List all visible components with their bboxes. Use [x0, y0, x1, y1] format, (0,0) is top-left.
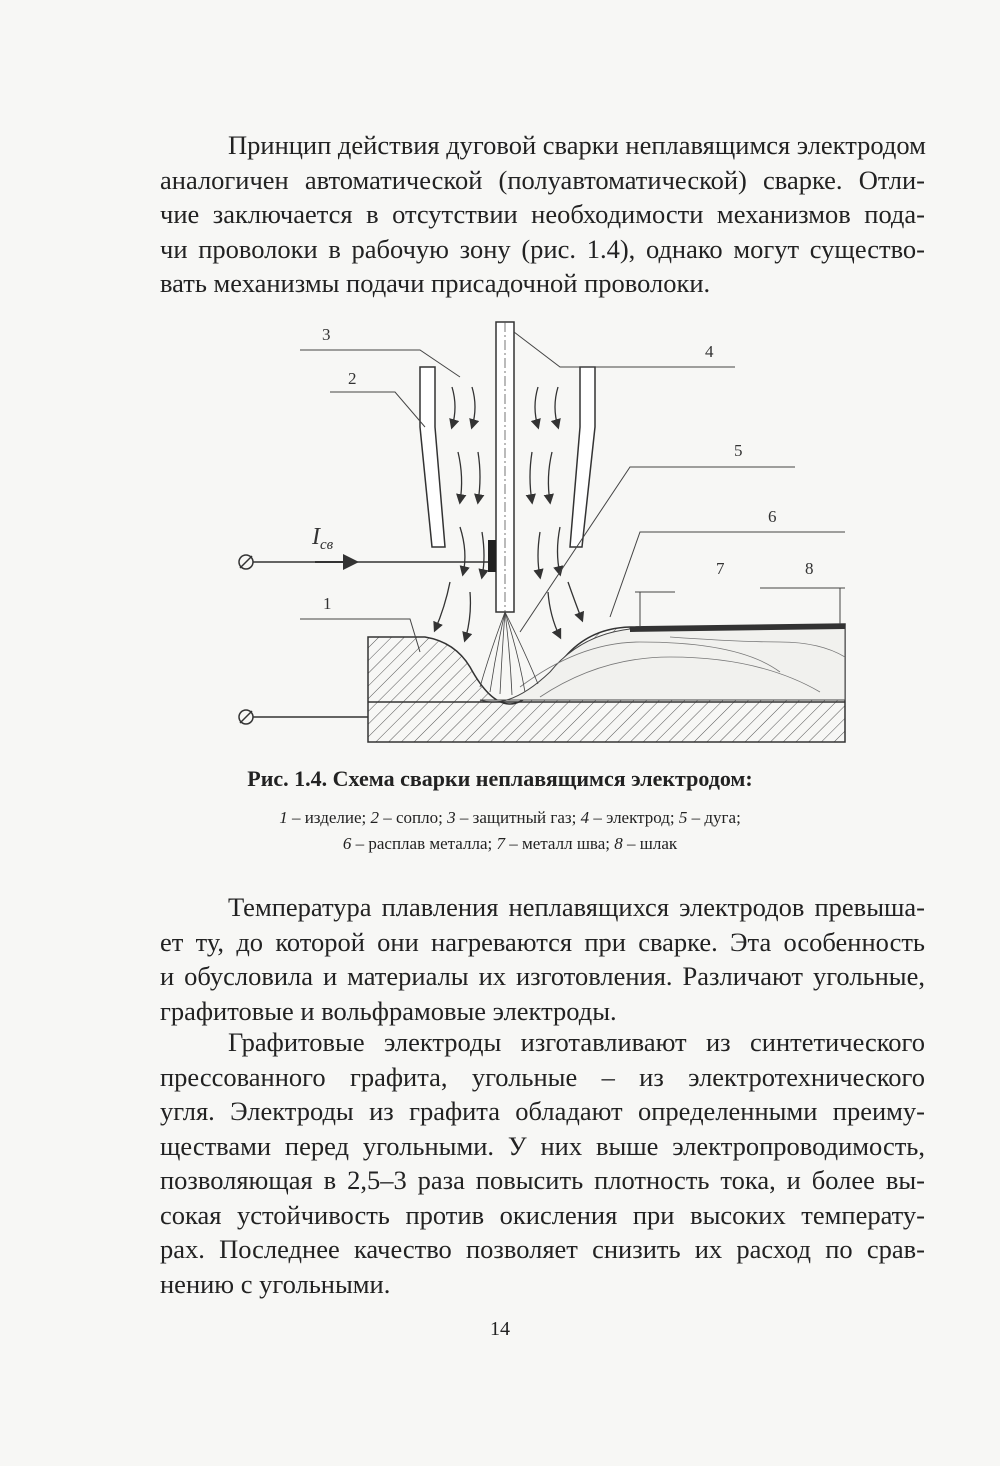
legend-num: 6 — [342, 834, 352, 853]
label-4: 4 — [705, 342, 714, 361]
legend-num: 4 — [580, 808, 590, 827]
legend-num: 8 — [614, 834, 623, 853]
text-line: Температура плавления неплавящихся электродов превыша- — [228, 892, 925, 922]
legend-num: 1 — [279, 808, 288, 827]
label-5: 5 — [734, 441, 743, 460]
label-8: 8 — [805, 559, 814, 578]
text-line: и обусловила и материалы их изготовления. Различают угольные, — [160, 961, 925, 991]
arc — [480, 612, 538, 695]
text-line: Принцип действия дуговой сварки неплавящимся электродом — [228, 130, 926, 160]
text-line: ет ту, до которой они нагреваются при сварке. Эта особенность — [160, 926, 925, 957]
legend-text: – электрод; — [589, 808, 679, 827]
figure-caption-legend — [160, 805, 860, 857]
paragraph-intro — [160, 128, 925, 301]
text-line: аналогичен автоматической (полуавтоматической) сварке. Отли- — [160, 164, 925, 195]
legend-text: – защитный газ; — [455, 808, 581, 827]
legend-num: 5 — [678, 808, 688, 827]
weld-metal — [480, 626, 845, 702]
welding-diagram — [220, 312, 870, 757]
paragraph-graphite-electrodes — [160, 1025, 925, 1301]
label-1: 1 — [323, 594, 332, 613]
text-line: угля. Электроды из графита обладают определенными преиму- — [160, 1096, 925, 1126]
legend-num: 3 — [447, 808, 456, 827]
text-line: позволяющая в 2,5–3 раза повысить плотность тока, и более вы- — [160, 1165, 925, 1195]
nozzle-left-wall — [420, 367, 445, 547]
text-line: графитовые и вольфрамовые электроды. — [160, 995, 617, 1026]
contact-clamp — [488, 540, 496, 572]
label-6: 6 — [768, 507, 777, 526]
label-7: 7 — [716, 559, 725, 578]
text-line: чие заключается в отсутствии необходимости механизмов пода- — [160, 199, 925, 229]
legend-num: 2 — [370, 808, 380, 827]
label-3: 3 — [322, 325, 331, 344]
label-2: 2 — [348, 369, 357, 388]
text-line: вать механизмы подачи присадочной проволоки. — [160, 268, 711, 298]
legend-text: – сопло; — [379, 808, 448, 827]
text-line: нению с угольными. — [160, 1268, 391, 1299]
page-number: 14 — [490, 1318, 510, 1340]
text-line: прессованного графита, угольные – из электротехнического — [160, 1061, 925, 1092]
legend-text: – изделие; — [287, 808, 371, 827]
legend-text: – дуга; — [687, 808, 741, 827]
current-label: $I_{св}$ — [312, 524, 334, 553]
legend-text: – шлак — [622, 834, 678, 853]
legend-text: – металл шва; — [504, 834, 615, 853]
legend-text: – расплав металла; — [351, 834, 497, 853]
paragraph-melting-temperature — [160, 890, 925, 1028]
text-line: ществами перед угольными. У них выше электропроводимость, — [160, 1130, 925, 1161]
nozzle-right-wall — [570, 367, 595, 547]
text-line: Графитовые электроды изготавливают из синтетического — [228, 1027, 925, 1057]
text-line: сокая устойчивость против окисления при высоких температу- — [160, 1199, 925, 1230]
legend-num: 7 — [496, 834, 505, 853]
text-line: чи проволоки в рабочую зону (рис. 1.4), однако могут существо- — [160, 233, 925, 264]
figure-caption-title: Рис. 1.4. Схема сварки неплавящимся электродом: — [247, 766, 753, 791]
text-line: рах. Последнее качество позволяет снизить их расход по срав- — [160, 1234, 925, 1264]
